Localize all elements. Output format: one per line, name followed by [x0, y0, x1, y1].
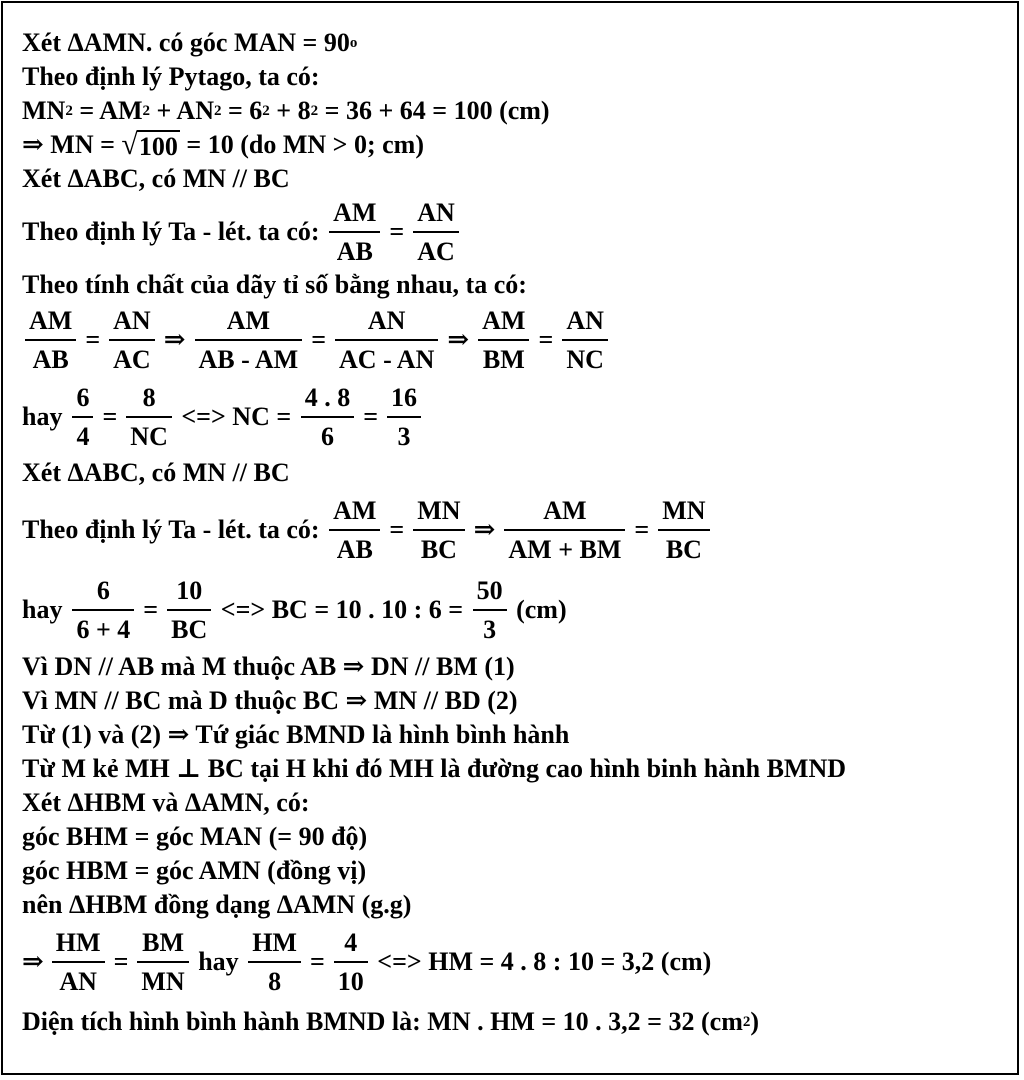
- line-7: [22, 268, 1012, 302]
- math-solution: [22, 26, 1012, 1042]
- line-8: [22, 302, 1012, 378]
- denominator: AC - AN: [335, 339, 438, 373]
- implies: ⇒: [163, 325, 186, 354]
- denominator: BC: [413, 529, 464, 563]
- text: Từ M kẻ MH ⊥ BC tại H khi đó MH là đường cao hình binh hành BMND: [22, 754, 847, 783]
- line-14: [22, 684, 1012, 718]
- fraction: [167, 575, 211, 644]
- denominator: AB: [329, 231, 380, 265]
- fraction: [248, 927, 301, 996]
- fraction: [72, 382, 93, 451]
- fraction: [387, 382, 421, 451]
- line-5: [22, 162, 1012, 196]
- line-19: [22, 854, 1012, 888]
- fraction: [25, 305, 76, 374]
- denominator: AB: [25, 339, 76, 373]
- equals: =: [389, 515, 405, 544]
- equals: =: [634, 515, 650, 544]
- denominator: BM: [478, 339, 529, 373]
- denominator: NC: [126, 416, 172, 450]
- text: = 6: [221, 96, 263, 125]
- line-11: [22, 490, 1012, 570]
- line-9: [22, 378, 1012, 456]
- text: Từ (1) và (2) ⇒ Tứ giác BMND là hình bình hành: [22, 720, 570, 749]
- fraction: [126, 382, 172, 451]
- equals: =: [113, 947, 129, 976]
- numerator: 6: [96, 575, 110, 605]
- text: Xét ΔAMN. có góc MAN = 90: [22, 28, 350, 57]
- equals: =: [363, 402, 379, 431]
- denominator: 6: [301, 416, 355, 450]
- line-15: [22, 718, 1012, 752]
- denominator: AC: [413, 231, 459, 265]
- text: Theo định lý Ta - lét. ta có:: [22, 217, 327, 246]
- denominator: AB: [329, 529, 380, 563]
- denominator: 10: [334, 961, 368, 995]
- fraction: [504, 495, 625, 564]
- denominator: BC: [658, 529, 709, 563]
- numerator: 50: [476, 575, 503, 605]
- fraction: [473, 575, 507, 644]
- text: ⇒ MN =: [22, 130, 122, 159]
- text: = 36 + 64 = 100 (cm): [318, 96, 550, 125]
- fraction: [109, 305, 155, 374]
- text: Vì MN // BC mà D thuộc BC ⇒ MN // BD (2): [22, 686, 518, 715]
- fraction: [301, 382, 355, 451]
- numerator: 6: [76, 382, 90, 412]
- equals: =: [389, 217, 405, 246]
- text: hay: [191, 947, 246, 976]
- text: hay: [22, 595, 63, 624]
- text: góc BHM = góc MAN (= 90 độ): [22, 822, 368, 851]
- numerator: 16: [391, 382, 418, 412]
- fraction: [329, 495, 380, 564]
- numerator: AN: [367, 305, 406, 335]
- numerator: AM: [29, 305, 73, 335]
- equals: =: [85, 325, 101, 354]
- line-2: [22, 60, 1012, 94]
- text: <=> HM = 4 . 8 : 10 = 3,2 (cm): [370, 947, 712, 976]
- text: <=> BC = 10 . 10 : 6 =: [214, 595, 470, 624]
- denominator: 3: [473, 609, 507, 643]
- fraction: [137, 927, 188, 996]
- text: + 8: [269, 96, 311, 125]
- text: (cm): [509, 595, 567, 624]
- line-18: [22, 820, 1012, 854]
- equals: =: [538, 325, 554, 354]
- numerator: 4 . 8: [304, 382, 351, 412]
- fraction: [478, 305, 529, 374]
- fraction: [658, 495, 709, 564]
- radical-sign: √: [121, 128, 138, 161]
- text: Theo định lý Pytago, ta có:: [22, 62, 320, 91]
- numerator: MN: [662, 495, 706, 525]
- numerator: AM: [543, 495, 587, 525]
- fraction: [52, 927, 105, 996]
- text: Xét ΔABC, có MN // BC: [22, 458, 290, 487]
- fraction: [72, 575, 134, 644]
- numerator: AN: [113, 305, 151, 335]
- denominator: AN: [52, 961, 105, 995]
- numerator: HM: [252, 927, 297, 957]
- text: = 10 (do MN > 0; cm): [179, 130, 424, 159]
- text: = AM: [72, 96, 143, 125]
- denominator: 4: [72, 416, 93, 450]
- numerator: AM: [226, 305, 271, 335]
- equals: =: [143, 595, 159, 624]
- implies: ⇒: [447, 325, 470, 354]
- numerator: 8: [142, 382, 156, 412]
- denominator: 8: [248, 961, 301, 995]
- text: <=> NC =: [174, 402, 298, 431]
- text: ): [750, 1007, 760, 1036]
- line-16: [22, 752, 1012, 786]
- line-22: Diện tích hình bình hành BMND là: MN . HM = 10 . 3,2 = 32 (cm 2 ): [22, 1007, 760, 1036]
- text: Theo định lý Ta - lét. ta có:: [22, 515, 327, 544]
- line-13: [22, 650, 1012, 684]
- numerator: 4: [344, 927, 358, 957]
- text: MN: [22, 96, 66, 125]
- numerator: MN: [417, 495, 461, 525]
- implies: ⇒: [22, 947, 44, 976]
- line-1: Xét ΔAMN. có góc MAN = 90 o: [22, 28, 358, 57]
- line-21: [22, 922, 1012, 1002]
- denominator: MN: [137, 961, 188, 995]
- numerator: AN: [566, 305, 604, 335]
- numerator: 10: [176, 575, 203, 605]
- line-17: [22, 786, 1012, 820]
- text: Xét ΔHBM và ΔAMN, có:: [22, 788, 310, 817]
- text: + AN: [150, 96, 214, 125]
- numerator: AM: [333, 495, 377, 525]
- line-6: [22, 196, 1012, 268]
- numerator: BM: [142, 927, 184, 957]
- line-10: [22, 456, 1012, 490]
- fraction: [562, 305, 608, 374]
- denominator: AB - AM: [195, 339, 303, 373]
- fraction: [335, 305, 438, 374]
- denominator: 6 + 4: [72, 609, 134, 643]
- line-12: [22, 570, 1012, 650]
- radicand: 100: [138, 132, 178, 161]
- text: Diện tích hình bình hành BMND là: MN . HM = 10 . 3,2 = 32 (cm: [22, 1007, 743, 1036]
- implies: ⇒: [473, 515, 496, 544]
- numerator: HM: [55, 927, 101, 957]
- fraction: [413, 197, 459, 266]
- denominator: AC: [109, 339, 155, 373]
- fraction: [334, 927, 368, 996]
- equals: =: [102, 402, 118, 431]
- text: nên ΔHBM đồng dạng ΔAMN (g.g): [22, 890, 412, 919]
- line-3: MN 2 = AM 2 + AN 2 = 6 2 + 8 2 = 36 + 64 = 100 (cm): [22, 96, 550, 125]
- line-4: [22, 128, 1012, 162]
- denominator: 3: [387, 416, 421, 450]
- text: góc HBM = góc AMN (đồng vị): [22, 856, 367, 885]
- text: Vì DN // AB mà M thuộc AB ⇒ DN // BM (1): [22, 652, 515, 681]
- square-root: [121, 130, 179, 160]
- text: Theo tính chất của dãy tỉ số bằng nhau, ta có:: [22, 270, 527, 299]
- numerator: AM: [482, 305, 526, 335]
- fraction: [329, 197, 380, 266]
- line-20: [22, 888, 1012, 922]
- denominator: NC: [562, 339, 608, 373]
- numerator: AM: [333, 197, 377, 227]
- text: hay: [22, 402, 63, 431]
- fraction: [413, 495, 464, 564]
- denominator: BC: [167, 609, 211, 643]
- equals: =: [309, 947, 325, 976]
- equals: =: [311, 325, 327, 354]
- numerator: AN: [417, 197, 455, 227]
- text: Xét ΔABC, có MN // BC: [22, 164, 290, 193]
- fraction: [195, 305, 303, 374]
- denominator: AM + BM: [504, 529, 625, 563]
